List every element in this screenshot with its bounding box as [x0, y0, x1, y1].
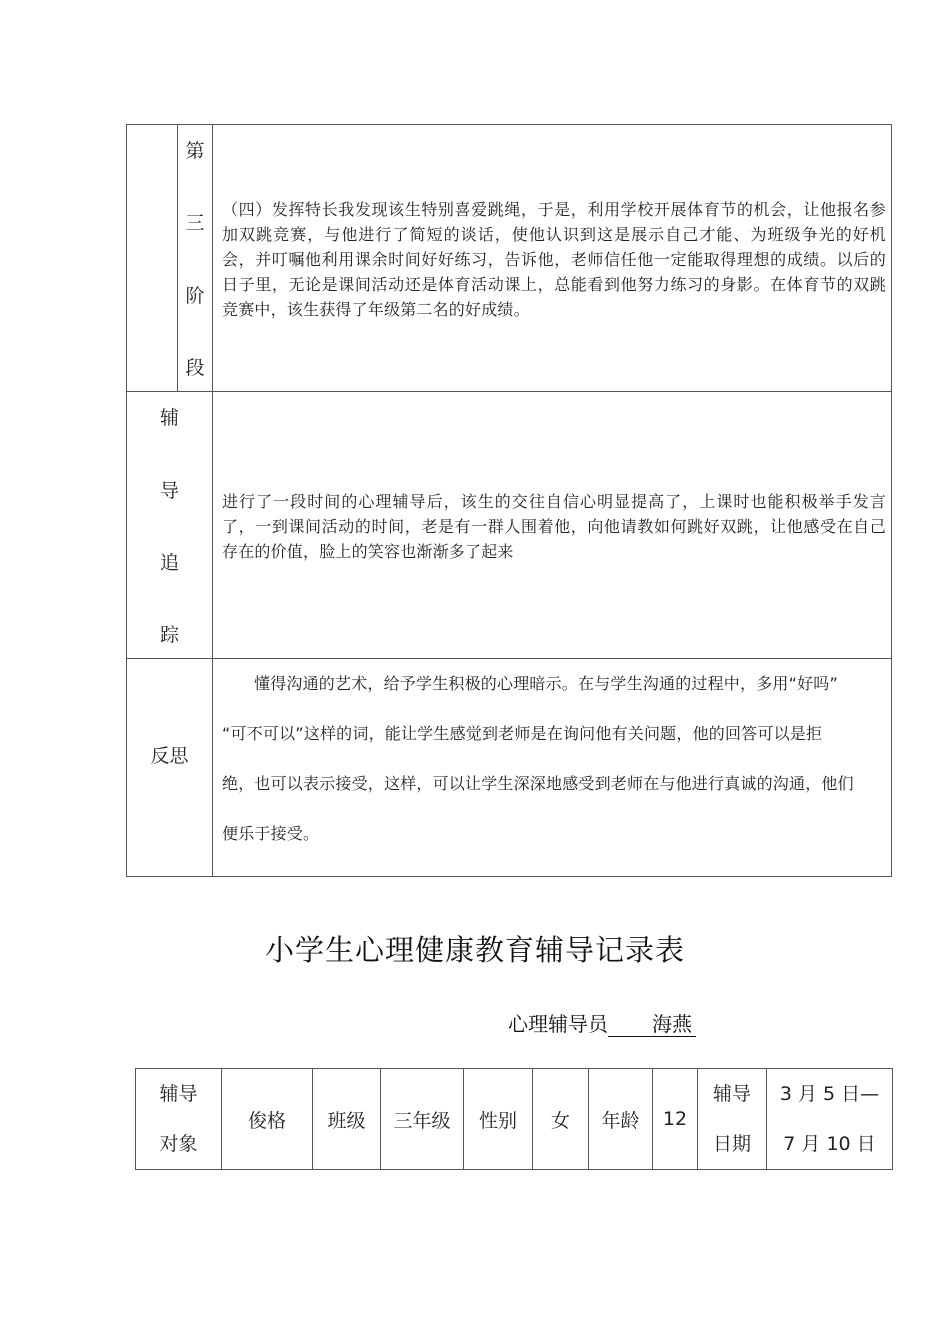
form-title: 小学生心理健康教育辅导记录表 — [264, 933, 685, 967]
table-divider — [177, 124, 178, 392]
date-value-line: 7 月 10 日 — [783, 1133, 876, 1155]
stage-label-char: 阶 — [185, 285, 205, 307]
table-divider — [126, 391, 892, 392]
age-value: 12 — [653, 1069, 698, 1170]
date-label-cell — [698, 1069, 767, 1170]
counselor-label: 心理辅导员 — [508, 1012, 608, 1036]
follow-label-char: 辅 — [159, 407, 179, 429]
stage-description: （四）发挥特长我发现该生特别喜爱跳绳，于是，利用学校开展体育节的机会，让他报名参加双跳竞赛，与他进行了简短的谈话，使他认识到这是展示自己才能、为班级争光的好机会，并叮嘱他利用课余时间好好练习，告诉他，老师信任他一定能取得理想的成绩。以后的日子里，无论是课间活动还是体育活动课上，总能看到他努力练习的身影。在体育节的双跳竞赛中，该生获得了年级第二名的好成绩。 — [222, 200, 886, 319]
table-divider — [212, 124, 213, 877]
date-label-line: 日期 — [712, 1133, 751, 1155]
gender-label: 性别 — [464, 1069, 533, 1170]
date-label-line: 辅导 — [712, 1083, 751, 1105]
gender-value: 女 — [533, 1069, 589, 1170]
reflection-line: “可不可以”这样的词，能让学生感觉到老师是在询问他有关问题，他的回答可以是拒 — [222, 724, 823, 743]
subject-label-line: 对象 — [159, 1133, 198, 1155]
date-value-line: 3 月 5 日— — [779, 1083, 880, 1105]
date-value-cell — [767, 1069, 893, 1170]
reflection-line: 懂得沟通的艺术，给予学生积极的心理暗示。在与学生沟通的过程中，多用“好吗” — [254, 674, 838, 693]
age-label: 年龄 — [589, 1069, 653, 1170]
stage-label-char: 三 — [185, 212, 205, 234]
follow-description: 进行了一段时间的心理辅导后，该生的交往自信心明显提高了，上课时也能积极举手发言了，一到课间活动的时间，老是有一群人围着他，向他请教如何跳好双跳，让他感受在自己存在的价值，脸上的笑容也渐渐多了起来 — [222, 492, 886, 561]
reflection-line: 便乐于接受。 — [222, 824, 320, 843]
counselor-line — [508, 1010, 696, 1038]
follow-label-char: 导 — [159, 480, 179, 502]
stage-label-char: 段 — [185, 357, 205, 379]
table-border-top — [126, 124, 892, 125]
table-border-right — [891, 124, 892, 877]
student-info-table — [135, 1068, 893, 1170]
subject-label-cell — [136, 1069, 222, 1170]
reflection-line: 绝，也可以表示接受，这样，可以让学生深深地感受到老师在与他进行真诚的沟通，他们 — [222, 774, 854, 793]
reflection-label: 反思 — [150, 745, 189, 767]
follow-label-char: 追 — [159, 552, 179, 574]
class-value: 三年级 — [381, 1069, 464, 1170]
class-label: 班级 — [313, 1069, 381, 1170]
subject-name: 俊格 — [222, 1069, 313, 1170]
stage-label-char: 第 — [185, 140, 205, 162]
table-divider — [126, 658, 892, 659]
subject-label-line: 辅导 — [159, 1083, 198, 1105]
table-row — [136, 1069, 893, 1170]
table-border-bottom — [126, 876, 892, 877]
counselor-name: 海燕 — [608, 1012, 696, 1037]
follow-label-char: 踪 — [159, 624, 179, 646]
